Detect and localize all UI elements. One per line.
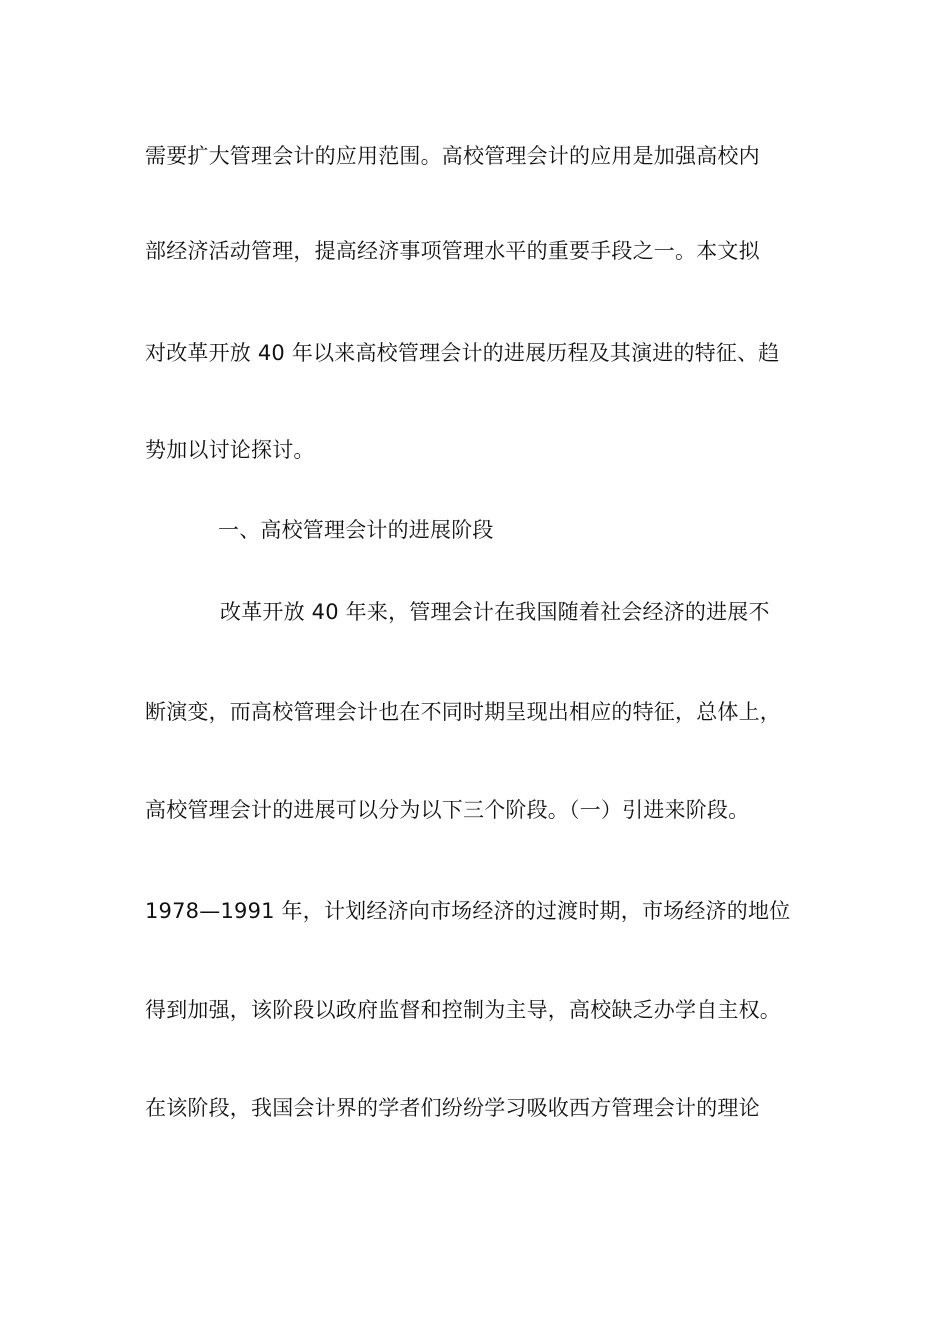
body-text-line-1: 需要扩大管理会计的应用范围。高校管理会计的应用是加强高校内 [145, 144, 760, 168]
body-text-line-8: 1978—1991 年，计划经济向市场经济的过渡时期，市场经济的地位 [145, 899, 791, 923]
body-text-line-3: 对改革开放 40 年以来高校管理会计的进展历程及其演进的特征、趋 [145, 341, 780, 365]
body-text-line-9: 得到加强，该阶段以政府监督和控制为主导，高校缺乏办学自主权。 [145, 998, 781, 1022]
body-text-line-4: 势加以讨论探讨。 [145, 438, 315, 462]
body-text-line-5: 改革开放 40 年来，管理会计在我国随着社会经济的进展不 [220, 600, 770, 624]
body-text-line-6: 断演变，而高校管理会计也在不同时期呈现出相应的特征，总体上， [145, 700, 781, 724]
section-heading: 一、高校管理会计的进展阶段 [218, 518, 494, 542]
body-text-line-2: 部经济活动管理，提高经济事项管理水平的重要手段之一。本文拟 [145, 239, 760, 263]
body-text-line-7: 高校管理会计的进展可以分为以下三个阶段。（一）引进来阶段。 [145, 798, 750, 822]
body-text-line-10: 在该阶段，我国会计界的学者们纷纷学习吸收西方管理会计的理论 [145, 1096, 760, 1120]
